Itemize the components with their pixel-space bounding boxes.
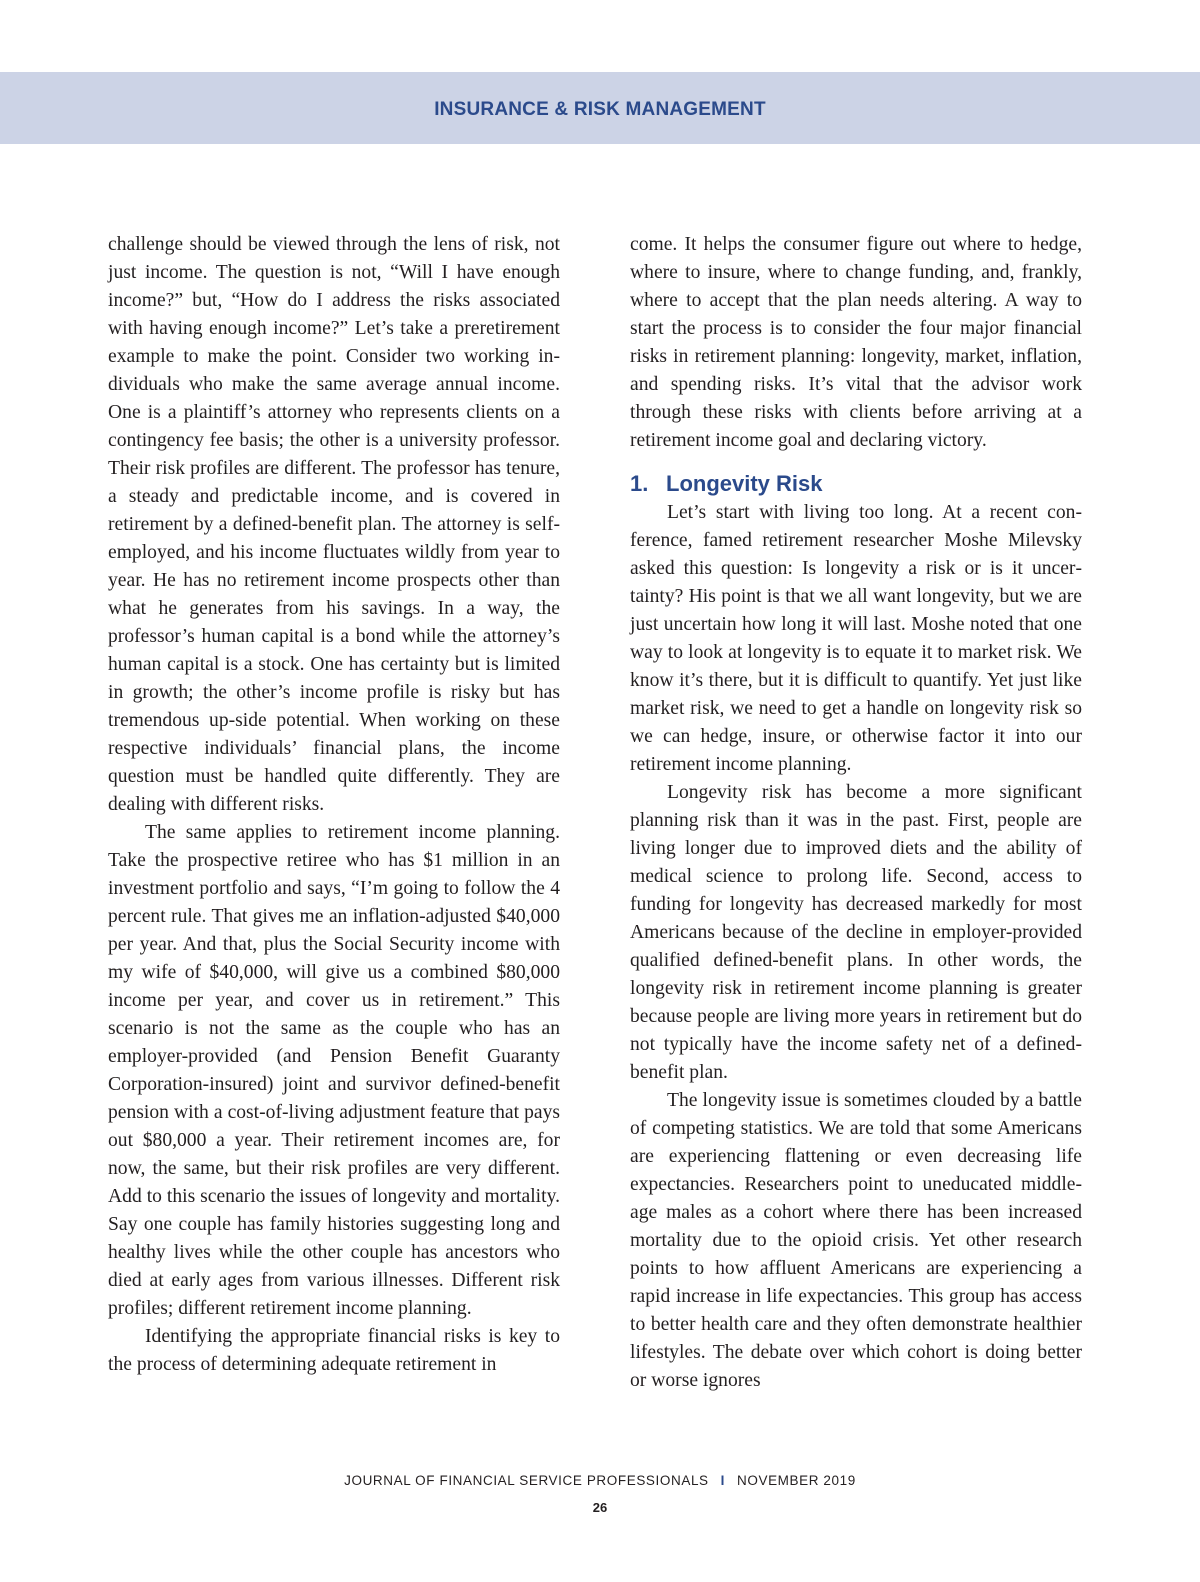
paragraph: Longevity risk has become a more significant planning risk than it was in the past. First, people are living longer due to improved diets and the ability of medical science to prolong life. Second, access to funding for longevity has decreased markedly for most Americans because of the decline in employer-provided qualified defined-benefit plans. In other words, the longevity risk in retirement income planning is greater because people are living more years in retirement but do not typically have the income safety net of a defined-benefit plan. [630, 782, 1082, 1083]
paragraph: Let’s start with living too long. At a recent conference, famed retirement researcher Moshe Milevsky asked this question: Is longevity a risk or is it uncertainty? His point is that we all want longevity, but we are just uncertain how long it will last. Moshe noted that one way to look at longevity is to equate it to market risk. We know it’s there, but it is difficult to quantify. Yet just like market risk, we need to get a handle on longevity risk so we can hedge, insure, or otherwise factor it into our retirement income planning. [630, 502, 1082, 775]
paragraph: challenge should be viewed through the lens of risk, not just income. The question is not, “Will I have enough income?” but, “How do I address the risks associated with having enough income?” Let’s take a preretirement example to make the point. Consider two working individuals who make the same average annual income. One is a plaintiff’s attorney who represents clients on a contingency fee basis; the other is a university professor. Their risk profiles are different. The professor has tenure, a steady and predictable income, and is covered in retirement by a defined-benefit plan. The attorney is self-employed, and his income fluctuates wildly from year to year. He has no retirement income prospects other than what he generates from his savings. In a way, the professor’s human capital is a bond while the attorney’s human capital is a stock. One has certainty but is limited in growth; the other’s income profile is risky but has tremendous up-side potential. When working on these respective individuals’ financial plans, the income question must be handled quite differently. They are dealing with different risks. [108, 234, 560, 815]
paragraph: come. It helps the consumer figure out where to hedge, where to insure, where to change funding, and, frankly, where to accept that the plan needs altering. A way to start the process is to consider the four major financial risks in retirement planning: longevity, market, inflation, and spending risks. It’s vital that the advisor work through these risks with clients before arriving at a retirement income goal and declaring victory. [630, 234, 1082, 451]
section-header-band [0, 72, 1200, 144]
page-number: 26 [592, 1500, 608, 1515]
paragraph: Identifying the appropriate financial risks is key to the process of determining adequate retirement in [108, 1326, 560, 1375]
article-column-right [630, 231, 1082, 1395]
section-title: INSURANCE & RISK MANAGEMENT [434, 99, 766, 120]
journal-name: JOURNAL OF FINANCIAL SERVICE PROFESSIONALS [344, 1473, 709, 1488]
page-footer [0, 1473, 1200, 1488]
footer-separator: I [720, 1473, 726, 1488]
paragraph: The longevity issue is sometimes clouded by a battle of competing statistics. We are told that some Americans are experiencing flattening or even decreasing life expectancies. Researchers point to uneducated middle-age males as a cohort where there has been increased mortality due to the opioid crisis. Yet other research points to how affluent Americans are experiencing a rapid increase in life expectancies. This group has access to better health care and they often demonstrate healthier lifestyles. The debate over which cohort is doing better or worse ignores [630, 1090, 1082, 1391]
heading-number: 1. [630, 471, 649, 496]
section-heading-longevity-risk [630, 469, 1082, 499]
article-column-left [108, 231, 560, 1379]
issue-date: NOVEMBER 2019 [737, 1473, 856, 1488]
heading-text: Longevity Risk [666, 471, 823, 496]
paragraph: The same applies to retirement income planning. Take the prospective retiree who has $1 million in an investment portfolio and says, “I’m going to follow the 4 percent rule. That gives me an inflation-adjusted $40,000 per year. And that, plus the Social Security income with my wife of $40,000, will give us a combined $80,000 income per year, and cover us in retirement.” This scenario is not the same as the couple who has an employer-provided (and Pension Benefit Guaranty Corporation-insured) joint and survivor defined-benefit pension with a cost-of-living adjustment feature that pays out $80,000 a year. Their retirement incomes are, for now, the same, but their risk profiles are very different. Add to this scenario the issues of longevity and mortality. Say one couple has family histories suggesting long and healthy lives while the other couple has ancestors who died at early ages from various illnesses. Different risk profiles; different retirement income planning. [108, 822, 560, 1319]
